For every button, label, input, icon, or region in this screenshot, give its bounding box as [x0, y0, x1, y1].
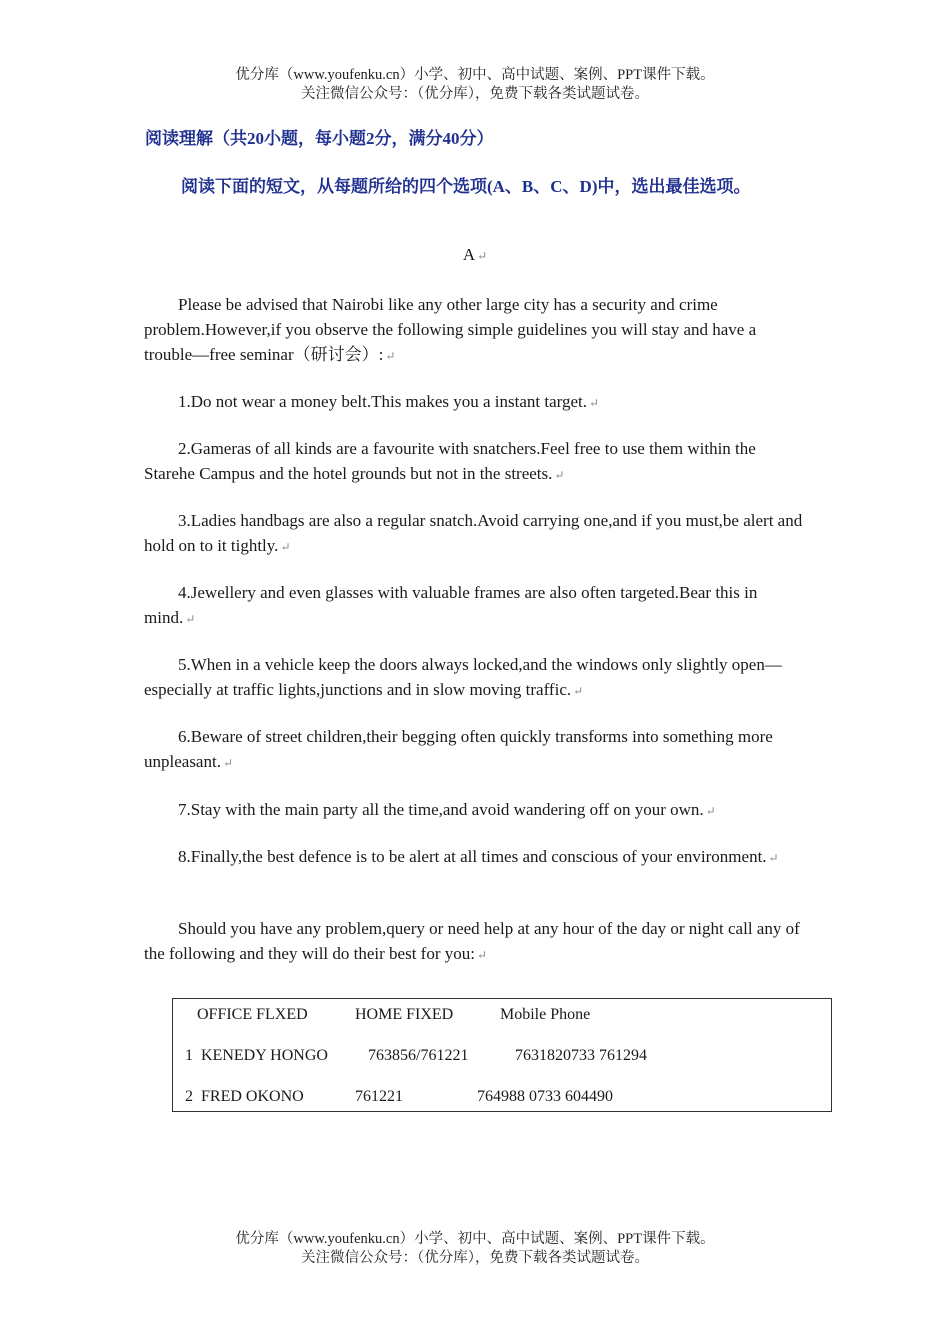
paragraph-mark-icon: ↵	[476, 948, 488, 962]
contact-table	[172, 998, 832, 1112]
guideline-1	[144, 389, 808, 416]
header-home-fixed: HOME FIXED	[355, 1006, 454, 1023]
paragraph-mark-icon: ↵	[589, 396, 600, 410]
paragraph-mark-icon: ↵	[477, 249, 488, 263]
paragraph-mark-icon: ↵	[385, 349, 396, 363]
row-1-name: KENEDY HONGO	[201, 1047, 328, 1064]
page-header	[0, 66, 950, 104]
header-line-2: 关注微信公众号：（优分库），免费下载各类试题试卷。	[301, 86, 649, 102]
footer-line-1: 优分库（www.youfenku.cn）小学、初中、高中试题、案例、PPT课件下载。	[235, 1231, 715, 1247]
footer-line-2: 关注微信公众号：（优分库），免费下载各类试题试卷。	[301, 1250, 649, 1266]
passage-label	[0, 245, 950, 265]
row-1-number: 1	[185, 1047, 193, 1064]
guideline-4	[144, 580, 808, 632]
paragraph-text: 6.Beware of street children,their begging often quickly transforms into something more unpleasant.	[144, 727, 773, 771]
guideline-8	[144, 844, 808, 871]
row-2-name: FRED OKONO	[201, 1088, 304, 1105]
paragraph-mark-icon: ↵	[185, 612, 196, 626]
paragraph-text: Should you have any problem,query or need help at any hour of the day or night call any of the following and they will do their best for you:	[144, 919, 800, 963]
row-1-mobile: 7631820733 761294	[515, 1047, 647, 1064]
row-2-mobile: 764988 0733 604490	[477, 1088, 613, 1105]
header-office-fixed: OFFICE FLXED	[197, 1006, 308, 1023]
paragraph-text: 3.Ladies handbags are also a regular snatch.Avoid carrying one,and if you must,be alert and hold on to it tightly.	[144, 511, 803, 555]
section-title: 阅读理解（共20小题，每小题2分，满分40分）	[145, 129, 494, 148]
paragraph-mark-icon: ↵	[705, 804, 716, 818]
intro-paragraph	[144, 292, 808, 369]
paragraph-text: 1.Do not wear a money belt.This makes you a instant target.	[178, 392, 588, 411]
paragraph-text: Please be advised that Nairobi like any other large city has a security and crime problem.However,if you observe the following simple guidelines you will stay and have a trouble—free seminar（研讨会）:	[144, 295, 757, 364]
header-line-1: 优分库（www.youfenku.cn）小学、初中、高中试题、案例、PPT课件下载。	[235, 67, 715, 83]
passage-letter: A	[462, 245, 476, 264]
instruction: 阅读下面的短文，从每题所给的四个选项(A、B、C、D)中，选出最佳选项。	[181, 177, 751, 196]
guideline-2	[144, 436, 808, 488]
guideline-6	[144, 724, 808, 776]
guideline-5	[144, 652, 808, 704]
guideline-3	[144, 508, 808, 560]
paragraph-mark-icon: ↵	[768, 851, 779, 865]
paragraph-mark-icon: ↵	[573, 684, 584, 698]
page-footer	[0, 1230, 950, 1268]
row-2-number: 2	[185, 1088, 193, 1105]
paragraph-text: 8.Finally,the best defence is to be alert at all times and conscious of your environment.	[178, 847, 767, 866]
guideline-7	[144, 797, 808, 824]
paragraph-text: 7.Stay with the main party all the time,and avoid wandering off on your own.	[178, 800, 704, 819]
paragraph-text: 4.Jewellery and even glasses with valuable frames are also often targeted.Bear this in mind.	[144, 583, 758, 627]
paragraph-text: 5.When in a vehicle keep the doors always locked,and the windows only slightly open—especially at traffic lights,junctions and in slow moving traffic.	[144, 655, 782, 699]
paragraph-text: 2.Gameras of all kinds are a favourite with snatchers.Feel free to use them within the Starehe Campus and the hotel grounds but not in the streets.	[144, 439, 756, 483]
closing-paragraph	[144, 916, 808, 968]
paragraph-mark-icon: ↵	[222, 756, 234, 770]
header-mobile-phone: Mobile Phone	[500, 1006, 591, 1023]
row-1-home: 763856/761221	[368, 1047, 469, 1064]
paragraph-mark-icon: ↵	[280, 540, 291, 554]
paragraph-mark-icon: ↵	[554, 468, 565, 482]
row-2-home: 761221	[355, 1088, 403, 1105]
